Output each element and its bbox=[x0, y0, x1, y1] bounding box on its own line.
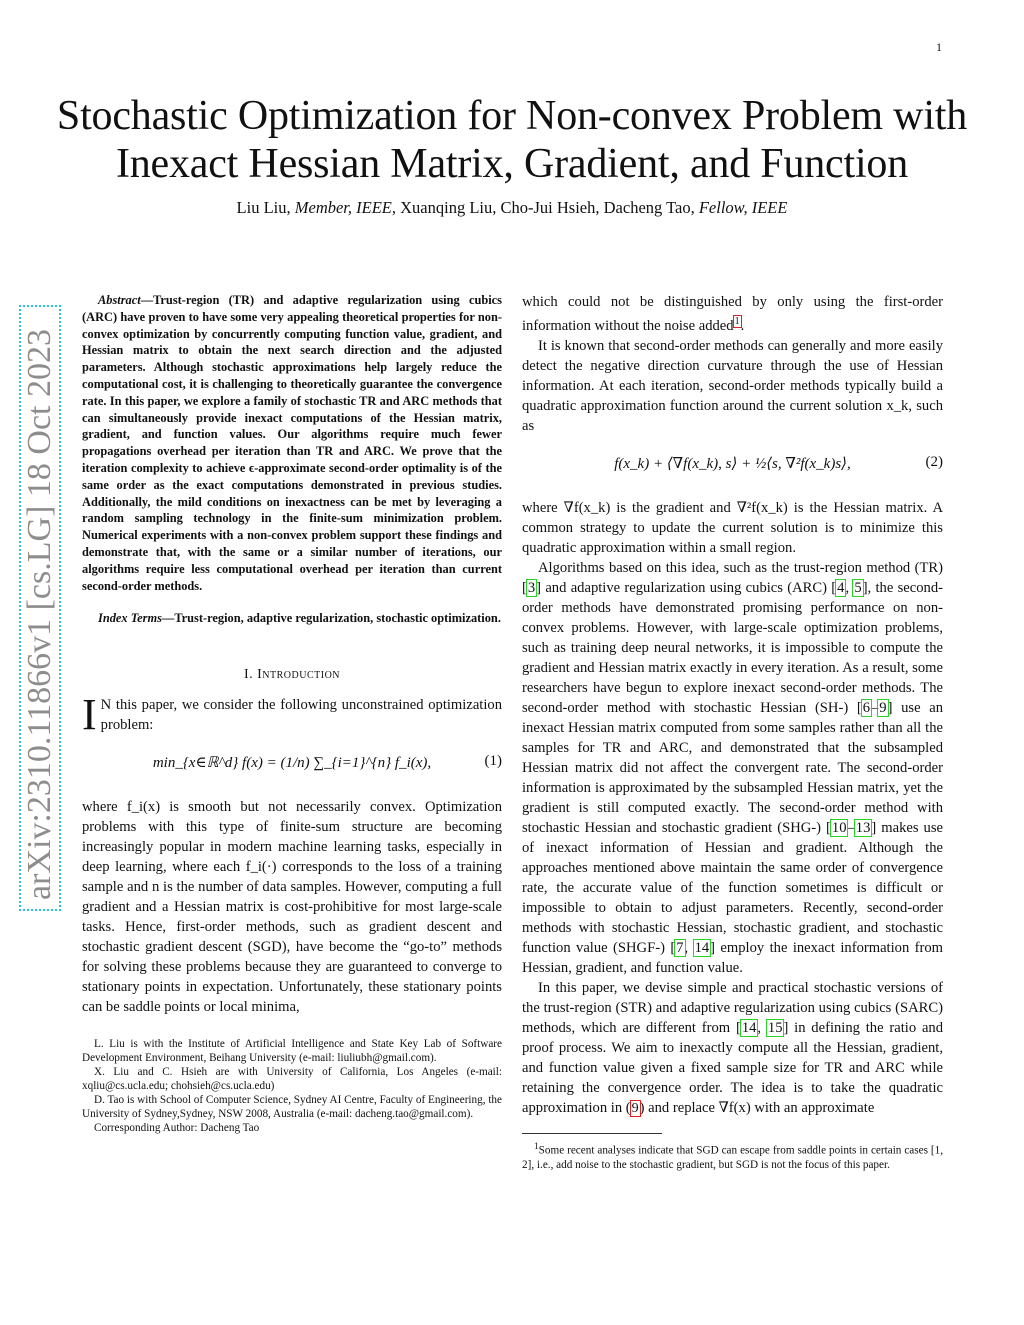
section-heading-introduction: I. Introduction bbox=[243, 667, 341, 683]
abstract-text: —Trust-region (TR) and adaptive regularization using cubics (ARC) have proven to have some very appealing theoretical properties for non-convex optimization by concurrently computing function value, gradient, and Hessian matrix to obtain the next search direction and the adjusted parameters. Although stochastic approximations help largely reduce the computational cost, it is challenging to theoretically guarantee the convergence rate. In this paper, we explore a family of stochastic TR and ARC methods that can simultaneously provide inexact computations of the Hessian matrix, gradient, and function values. Our algorithms require much fewer propagations overhead per iteration than TR and ARC. We prove that the iteration complexity to achieve ϵ-approximate second-order optimality is of the same order as the exact computations demonstrated in previous studies. Additionally, the mild conditions on inexactness can be met by leveraging a random sampling technology in the finite-sum minimization problem. Numerical experiments with a non-convex problem support these findings and demonstrate that, with the same or a similar number of iterations, our algorithms require less computational overhead per iteration than current second-order methods. bbox=[82, 293, 502, 593]
citation-link[interactable]: 15 bbox=[767, 1019, 783, 1036]
equation-reference-link[interactable]: 9 bbox=[631, 1100, 639, 1116]
citation-link[interactable]: 7 bbox=[676, 939, 684, 956]
equation-1-expression: min_{x∈ℝ^d} f(x) = (1/n) ∑_{i=1}^{n} f_i(x), bbox=[152, 755, 432, 772]
author-role: Member, IEEE, bbox=[294, 198, 397, 217]
index-terms bbox=[82, 610, 502, 627]
footnote-1 bbox=[522, 1140, 943, 1172]
citation-link[interactable]: 10 bbox=[831, 819, 847, 836]
index-terms-label: Index Terms bbox=[98, 611, 162, 626]
affiliation-liu-liu: L. Liu is with the Institute of Artificial Intelligence and State Key Lab of Software Development Environment, Beihang University (e-mail: liuliubh@gmail.com). bbox=[82, 1038, 502, 1065]
equation-2 bbox=[522, 442, 943, 490]
abstract-label: Abstract bbox=[98, 293, 141, 307]
citation-link[interactable]: 14 bbox=[694, 939, 710, 956]
equation-2-number: (2) bbox=[925, 453, 943, 470]
footnote-link[interactable]: 1 bbox=[734, 316, 740, 327]
citation-link[interactable]: 13 bbox=[855, 819, 871, 836]
citation-link[interactable]: 5 bbox=[854, 579, 862, 596]
intro-paragraph-2: where f_i(x) is smooth but not necessarily convex. Optimization problems with this type of finite-sum structure are becoming increasingly popular in modern machine learning tasks, especially in deep learning, where each f_i(·) corresponds to the loss of a training sample and n is the number of data samples. However, computing a full gradient and a Hessian matrix is cost-prohibitive for most large-scale tasks. Hence, first-order methods, such as gradient descent and stochastic gradient descent (SGD), have become the “go-to” methods for solving these problems because they are guaranteed to converge to stationary points in expectation. Unfortunately, these stationary points can be saddle points or local minima, bbox=[82, 799, 502, 1016]
footnote-1-text: Some recent analyses indicate that SGD can escape from saddle points in certain cases [1, 2], i.e., add noise to the stochastic gradient, but SGD is not the focus of this paper. bbox=[522, 1144, 943, 1171]
citation-link[interactable]: 14 bbox=[741, 1019, 757, 1036]
author-list bbox=[40, 198, 984, 218]
equation-2-expression: f(x_k) + ⟨∇f(x_k), s⟩ + ½⟨s, ∇²f(x_k)s⟩, bbox=[614, 455, 851, 472]
paper-title: Stochastic Optimization for Non-convex Problem with Inexact Hessian Matrix, Gradient, and Function bbox=[56, 93, 968, 187]
right-column bbox=[522, 292, 943, 1172]
right-paragraph-2: It is known that second-order methods can generally and more easily detect the negative direction curvature through the use of Hessian information. At each iteration, second-order methods typically build a quadratic approximation function around the current solution x_k, such as bbox=[522, 337, 943, 434]
equation-1 bbox=[82, 741, 502, 789]
page-number: 1 bbox=[936, 40, 942, 54]
equation-1-number: (1) bbox=[484, 753, 502, 770]
author-liu-liu: Liu Liu, bbox=[236, 198, 295, 217]
citation-link[interactable]: 3 bbox=[527, 579, 536, 596]
author-names: Xuanqing Liu, Cho-Jui Hsieh, Dacheng Tao, bbox=[396, 198, 699, 217]
footnote-1-mark: 1 bbox=[534, 1141, 539, 1152]
author-role-fellow: Fellow, IEEE bbox=[698, 198, 788, 217]
left-column bbox=[82, 292, 502, 1135]
corresponding-author: Corresponding Author: Dacheng Tao bbox=[94, 1122, 260, 1135]
arxiv-identifier-link[interactable]: arXiv:2310.11866v1 [cs.LG] 18 Oct 2023 bbox=[22, 308, 58, 908]
footnote-rule bbox=[522, 1133, 662, 1134]
right-paragraph-1: which could not be distinguished by only using the first-order information without the noise added$^1$. bbox=[522, 294, 943, 334]
affiliation-footnotes bbox=[82, 1037, 502, 1135]
right-paragraph-3: where ∇f(x_k) is the gradient and ∇²f(x_k) is the Hessian matrix. A common strategy to update the current solution is to minimize this quadratic approximation within a small region. bbox=[522, 499, 943, 556]
abstract bbox=[82, 292, 502, 594]
right-paragraph-5: In this paper, we devise simple and practical stochastic versions of the trust-region (STR) and adaptive regularization using cubics (SARC) methods, which are different from [14, 15] in defining the ratio and proof process. We aim to inexactly compute all the Hessian, gradient, and function value given a fixed sample size for TR and ARC while retaining the convergence order. The idea is to take the quadratic approximation in (9) and replace ∇f(x) with an approximate bbox=[522, 979, 944, 1116]
drop-cap: I bbox=[82, 690, 97, 740]
right-paragraph-4: Algorithms based on this idea, such as the trust-region method (TR) [3] and adaptive regularization using cubics (ARC) [4, 5], the second-order methods have demonstrated promising performance on non-convex problems. However, with large-scale optimization problems, such as training deep neural networks, it is impossible to compute the gradient and Hessian matrix exactly in every iteration. As a result, some researchers have begun to explore inexact second-order methods. The second-order method with stochastic Hessian (SH-) [6–9] use an inexact Hessian matrix computed from some samples rather than all the samples for TR and ARC, and demonstrated that the subsampled Hessian matrix did not affect the convergent rate. The second-order information is approximated by the subsampled Hessian matrix, yet the gradient is still computed exactly. The second-order method with stochastic Hessian and stochastic gradient (SHG-) [10–13] makes use of inexact information of Hessian and gradient. Although the approaches mentioned above maintain the same order of convergence rate, the accurate value of the function sometimes is difficult or impossible to obtain to adjust parameters. Recently, second-order methods with stochastic Hessian, stochastic gradient, and stochastic function value (SHGF-) [7, 14] employ the inexact information from Hessian, gradient, and function value. bbox=[522, 559, 944, 976]
citation-link[interactable]: 9 bbox=[879, 699, 887, 716]
citation-link[interactable]: 6 bbox=[862, 699, 870, 716]
affiliation-liu-hsieh: X. Liu and C. Hsieh are with University of California, Los Angeles (e-mail: xqliu@cs.ucla.edu; chohsieh@cs.ucla.edu) bbox=[82, 1066, 502, 1093]
index-terms-text: —Trust-region, adaptive regularization, stochastic optimization. bbox=[161, 611, 501, 626]
affiliation-tao: D. Tao is with School of Computer Science, Sydney AI Centre, Faculty of Engineering, the University of Sydney,Sydney, NSW 2008, Australia (e-mail: dacheng.tao@gmail.com). bbox=[82, 1094, 502, 1121]
intro-paragraph-1: I N this paper, we consider the following unconstrained optimization problem: bbox=[82, 690, 502, 740]
citation-link[interactable]: 4 bbox=[837, 579, 845, 596]
